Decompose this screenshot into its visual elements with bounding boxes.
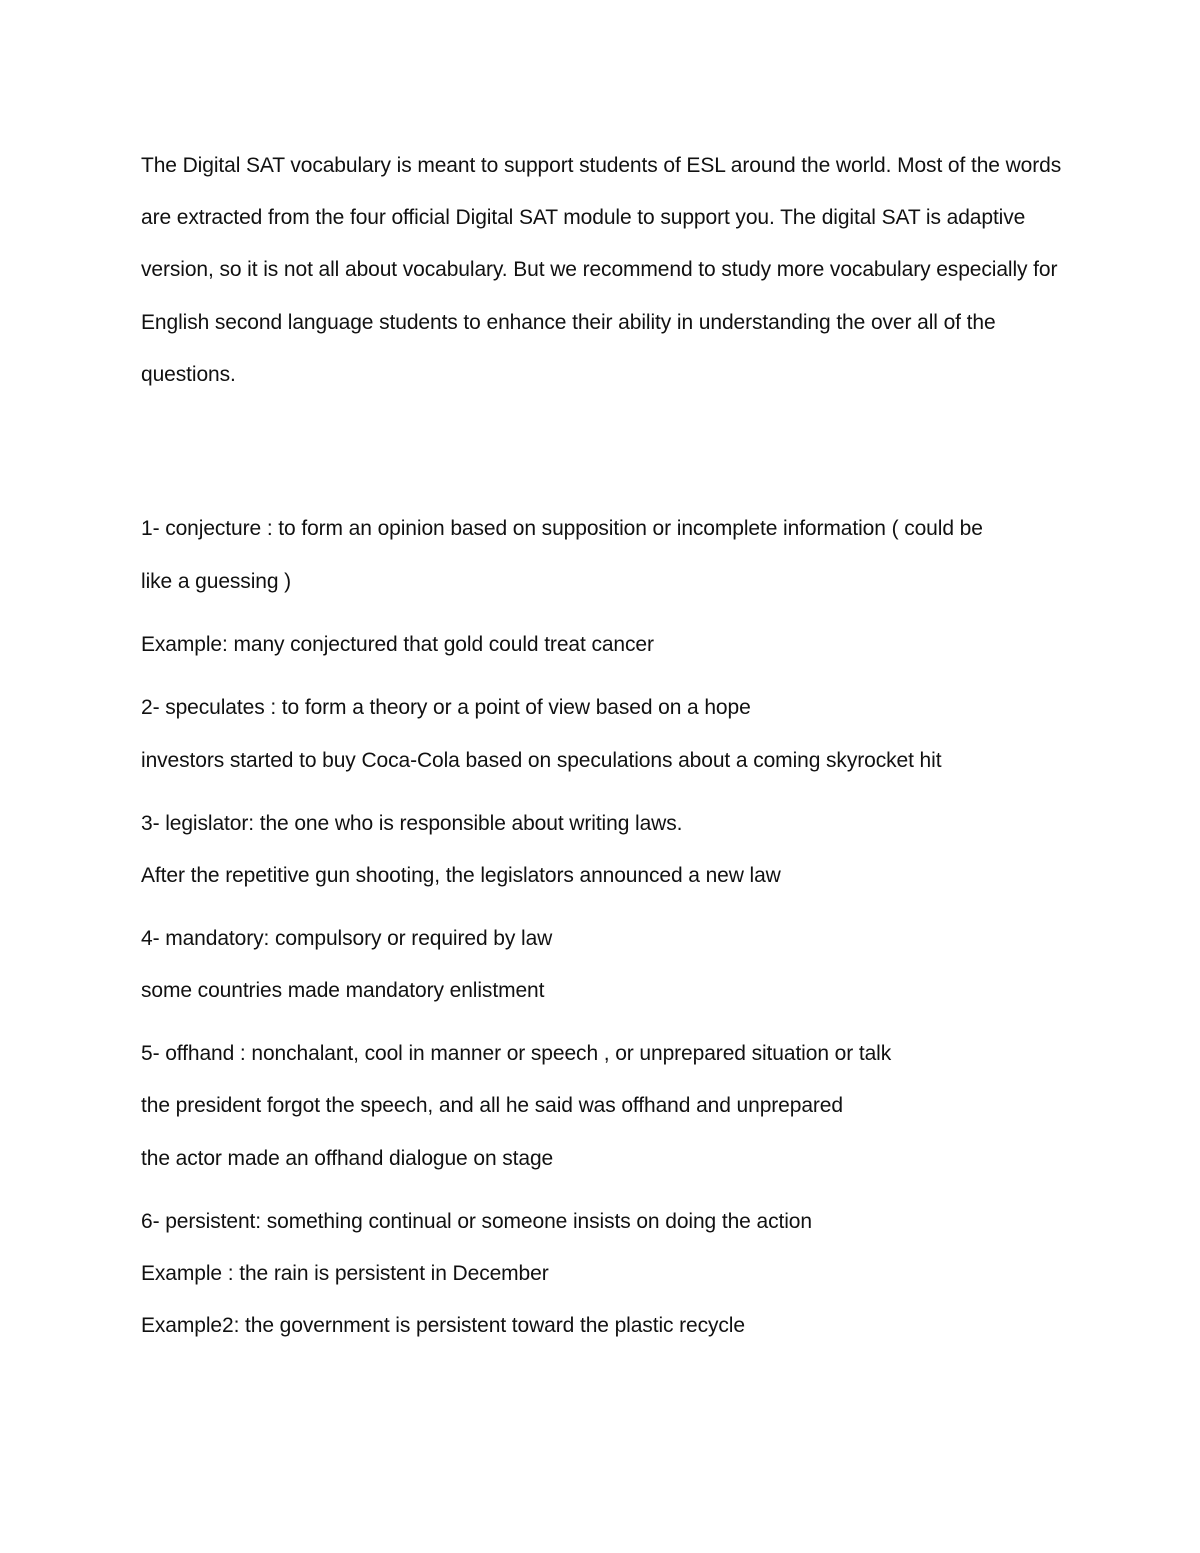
entry-3-definition: 3- legislator: the one who is responsible about writing laws. [141,812,683,835]
intro-paragraph: The Digital SAT vocabulary is meant to support students of ESL around the world. Most of the words are extracted from the four official Digital SAT module to support you. The digital SAT is adaptive version, so it is not all about vocabulary. But we recommend to study more vocabulary especially for English second language students to enhance their ability in understanding the over all of the questions. [141,154,1062,386]
entry-1-example: Example: many conjectured that gold could treat cancer [141,633,654,656]
entry-6-example-1: Example : the rain is persistent in December [141,1262,549,1285]
entry-1-definition: 1- conjecture : to form an opinion based on supposition or incomplete information ( could be [141,517,983,540]
entry-6-definition: 6- persistent: something continual or someone insists on doing the action [141,1210,812,1233]
entry-4-example: some countries made mandatory enlistment [141,979,545,1002]
entry-2-example: investors started to buy Coca-Cola based on speculations about a coming skyrocket hit [141,749,942,772]
entry-4-definition: 4- mandatory: compulsory or required by law [141,927,553,950]
entry-5-example-1: the president forgot the speech, and all he said was offhand and unprepared [141,1094,843,1117]
entry-6-example-2: Example2: the government is persistent toward the plastic recycle [141,1314,745,1337]
entry-1-definition-continued: like a guessing ) [141,570,292,593]
entry-2-definition: 2- speculates : to form a theory or a point of view based on a hope [141,696,751,719]
entry-5-definition: 5- offhand : nonchalant, cool in manner or speech , or unprepared situation or talk [141,1042,892,1065]
entry-5-example-2: the actor made an offhand dialogue on stage [141,1147,554,1170]
entry-3-example: After the repetitive gun shooting, the legislators announced a new law [141,864,781,887]
